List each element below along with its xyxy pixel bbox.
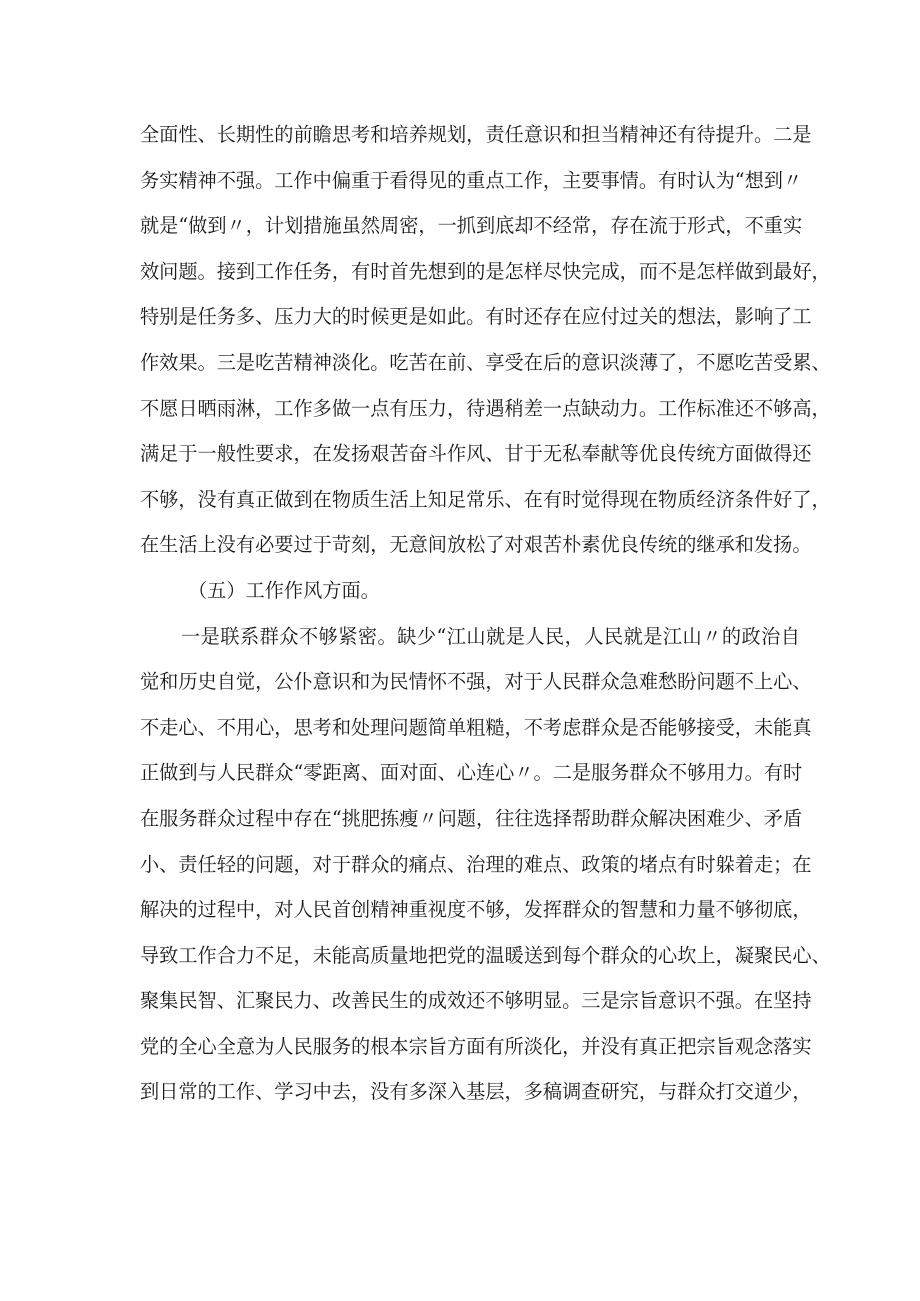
paragraph-work-style: [140, 614, 831, 1116]
text-line: 就是“做到〃，计划措施虽然周密，一抓到底却不经常，存在流于形式，不重实: [140, 214, 803, 238]
text-line: 务实精神不强。工作中偏重于看得见的重点工作，主要事情。有时认为“想到〃: [140, 168, 803, 192]
text-line: 满足于一般性要求，在发扬艰苦奋斗作风、甘于无私奉献等优良传统方面做得还: [140, 442, 812, 466]
text-line: 不愿日晒雨淋，工作多做一点有压力，待遇稍差一点缺动力。工作标准还不够高，: [140, 396, 831, 420]
section-heading: （五）工作作风方面。: [188, 578, 380, 602]
text-line: 效问题。接到工作任务，有时首先想到的是怎样尽快完成，而不是怎样做到最好，: [140, 259, 831, 283]
text-line: 全面性、长期性的前瞻思考和培养规划，责任意识和担当精神还有待提升。二是: [140, 123, 812, 146]
text-line: 解决的过程中，对人民首创精神重视度不够，发挥群众的智慧和力量不够彻底，: [140, 898, 812, 922]
text-line: 到日常的工作、学习中去，没有多深入基层，多稿调查研究，与群众打交道少，: [140, 1080, 812, 1104]
text-line: 聚集民智、汇聚民力、改善民生的成效还不够明显。三是宗旨意识不强。在坚持: [140, 989, 812, 1013]
text-line: 作效果。三是吃苦精神淡化。吃苦在前、享受在后的意识淡薄了，不愿吃苦受累、: [140, 350, 831, 374]
text-line: 在生活上没有必要过于苛刻，无意间放松了对艰苦朴素优良传统的继承和发扬。: [140, 533, 812, 557]
text-line: 不走心、不用心，思考和处理问题简单粗糙，不考虑群众是否能够接受，未能真: [140, 715, 812, 739]
paragraph-work-spirit: [140, 112, 831, 568]
text-line: 特别是任务多、压力大的时候更是如此。有时还存在应付过关的想法，影响了工: [140, 305, 812, 329]
text-line: 一是联系群众不够紧密。缺少“江山就是人民，人民就是江山〃的政治自: [181, 624, 800, 648]
document-body: [140, 112, 831, 1115]
text-line: 小、责任轻的问题，对于群众的痛点、治理的难点、政策的堵点有时躲着走；在: [140, 852, 812, 876]
text-line: 不够，没有真正做到在物质生活上知足常乐、在有时觉得现在物质经济条件好了，: [140, 487, 831, 511]
text-line: 觉和历史自觉，公仆意识和为民情怀不强，对于人民群众急难愁盼问题不上心、: [140, 670, 812, 694]
text-line: 在服务群众过程中存在“挑肥拣瘦〃问题，往往选择帮助群众解决困难少、矛盾: [140, 806, 803, 830]
text-line: 党的全心全意为人民服务的根本宗旨方面有所淡化，并没有真正把宗旨观念落实: [140, 1034, 812, 1058]
text-line: 导致工作合力不足，未能高质量地把党的温暖送到每个群众的心坎上，凝聚民心、: [140, 943, 831, 967]
text-line: 正做到与人民群众“零距离、面对面、心连心〃。二是服务群众不够用力。有时: [140, 761, 803, 785]
